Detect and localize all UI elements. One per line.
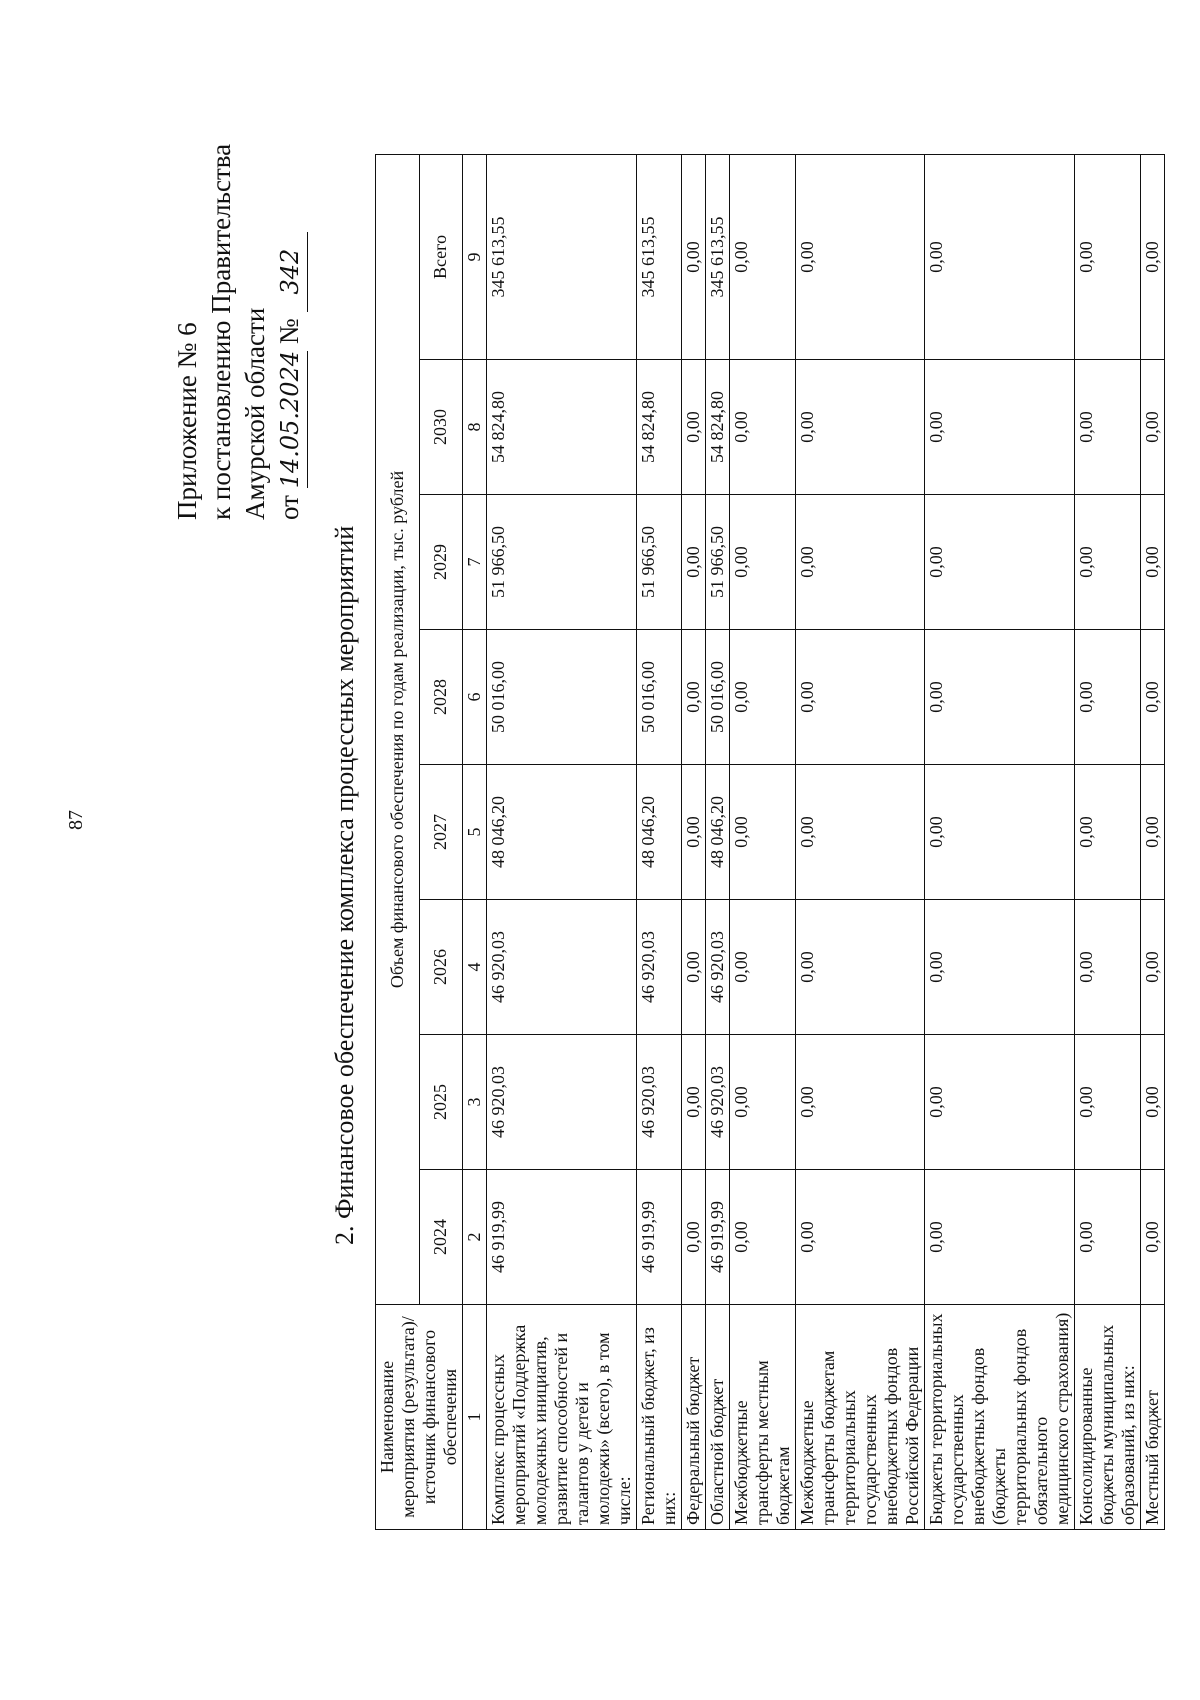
row-value: 54 824,80 [706,360,730,495]
column-index: 7 [463,495,487,630]
row-value: 0,00 [730,154,796,359]
row-value: 0,00 [1141,1170,1165,1305]
header-row-1 [376,154,420,1529]
row-value: 0,00 [796,154,925,359]
section-heading: 2. Финансовое обеспечение комплекса процессных мероприятий [330,525,359,1245]
row-value: 0,00 [925,630,1075,765]
row-value: 46 920,03 [706,900,730,1035]
row-value: 0,00 [730,1170,796,1305]
row-value: 0,00 [682,1170,706,1305]
row-value: 0,00 [1075,630,1141,765]
row-value: 48 046,20 [637,765,682,900]
row-value: 0,00 [1075,900,1141,1035]
table-row [682,154,706,1529]
row-value: 51 966,50 [706,495,730,630]
year-header: 2025 [419,1035,463,1170]
row-value: 46 920,03 [487,1035,637,1170]
row-value: 50 016,00 [706,630,730,765]
row-value: 345 613,55 [637,154,682,359]
row-value: 0,00 [682,360,706,495]
row-name: Консолидированные бюджеты муниципальных образований, из них: [1075,1305,1141,1530]
row-value: 0,00 [1141,495,1165,630]
column-index: 5 [463,765,487,900]
year-header: 2029 [419,495,463,630]
row-value: 46 919,99 [487,1170,637,1305]
column-index: 4 [463,900,487,1035]
row-value: 0,00 [925,360,1075,495]
year-header: 2030 [419,360,463,495]
row-value: 0,00 [1075,495,1141,630]
table-row [487,154,637,1529]
row-value: 0,00 [730,765,796,900]
row-value: 0,00 [730,495,796,630]
table-row [637,154,682,1529]
row-value: 48 046,20 [706,765,730,900]
column-index: 1 [463,1305,487,1530]
appendix-block [170,144,308,520]
header-name: Наименование мероприятия (результата)/источник финансового обеспечения [376,1305,463,1530]
date-prefix: от [274,495,304,520]
row-value: 51 966,50 [487,495,637,630]
row-value: 0,00 [925,495,1075,630]
row-name: Региональный бюджет, из них: [637,1305,682,1530]
column-index: 2 [463,1170,487,1305]
page-number: 87 [65,810,87,830]
year-header: 2026 [419,900,463,1035]
appendix-region: Амурской области [240,307,270,520]
row-value: 0,00 [796,630,925,765]
row-value: 0,00 [682,495,706,630]
column-index: 9 [463,154,487,359]
table-row [796,154,925,1529]
row-value: 0,00 [682,154,706,359]
row-value: 0,00 [1075,154,1141,359]
column-index: 3 [463,1035,487,1170]
row-name: Областной бюджет [706,1305,730,1530]
row-value: 0,00 [796,765,925,900]
row-name: Межбюджетные трансферты бюджетам территориальных государственных внебюджетных фондов Российской Федерации [796,1305,925,1530]
row-value: 54 824,80 [637,360,682,495]
row-value: 46 920,03 [706,1035,730,1170]
row-name: Местный бюджет [1141,1305,1165,1530]
row-value: 0,00 [925,1170,1075,1305]
row-value: 0,00 [925,900,1075,1035]
row-value: 0,00 [796,495,925,630]
row-value: 0,00 [1141,900,1165,1035]
table-row [1141,154,1165,1529]
row-value: 0,00 [730,1035,796,1170]
table-row [1075,154,1141,1529]
row-value: 0,00 [730,900,796,1035]
row-value: 0,00 [682,630,706,765]
row-value: 51 966,50 [637,495,682,630]
year-header: 2028 [419,630,463,765]
row-name: Федеральный бюджет [682,1305,706,1530]
row-value: 46 920,03 [637,1035,682,1170]
column-index: 8 [463,360,487,495]
row-value: 0,00 [1075,765,1141,900]
row-value: 0,00 [682,1035,706,1170]
row-value: 345 613,55 [487,154,637,359]
year-header: 2027 [419,765,463,900]
row-value: 0,00 [682,765,706,900]
row-value: 0,00 [796,1170,925,1305]
row-value: 345 613,55 [706,154,730,359]
financing-table [375,154,1165,1530]
row-name: Бюджеты территориальных государственных внебюджетных фондов (бюджеты территориальных фондов обязательного медицинского страхования) [925,1305,1075,1530]
table-row [925,154,1075,1529]
row-name: Комплекс процессных мероприятий «Поддержка молодежных инициатив, развитие способностей и талантов у детей и молодежи» (всего), в том числе: [487,1305,637,1530]
row-value: 46 919,99 [637,1170,682,1305]
appendix-title: Приложение № 6 [172,322,202,520]
number-prefix: № [274,318,304,345]
row-value: 46 920,03 [637,900,682,1035]
row-value: 54 824,80 [487,360,637,495]
row-value: 0,00 [1075,360,1141,495]
table-row [706,154,730,1529]
row-value: 0,00 [1141,360,1165,495]
row-value: 0,00 [796,900,925,1035]
row-value: 46 920,03 [487,900,637,1035]
table-body [463,154,1165,1529]
row-value: 0,00 [925,154,1075,359]
appendix-resolution: к постановлению Правительства [206,143,236,520]
handwritten-date: 14.05.2024 [273,351,308,488]
index-row [463,154,487,1529]
row-value: 0,00 [730,630,796,765]
row-value: 0,00 [682,900,706,1035]
row-value: 0,00 [925,765,1075,900]
row-value: 0,00 [796,1035,925,1170]
row-value: 0,00 [1141,154,1165,359]
handwritten-number: 342 [273,232,308,312]
row-name: Межбюджетные трансферты местным бюджетам [730,1305,796,1530]
year-header: Всего [419,154,463,359]
column-index: 6 [463,630,487,765]
row-value: 0,00 [1141,765,1165,900]
header-volume: Объем финансового обеспечения по годам реализации, тыс. рублей [376,154,420,1304]
appendix-date-line [272,144,308,520]
row-value: 0,00 [730,360,796,495]
row-value: 0,00 [1141,630,1165,765]
row-value: 0,00 [1075,1170,1141,1305]
row-value: 0,00 [1141,1035,1165,1170]
row-value: 48 046,20 [487,765,637,900]
row-value: 46 919,99 [706,1170,730,1305]
row-value: 50 016,00 [637,630,682,765]
row-value: 0,00 [1075,1035,1141,1170]
table-row [730,154,796,1529]
row-value: 0,00 [925,1035,1075,1170]
row-value: 0,00 [796,360,925,495]
year-header: 2024 [419,1170,463,1305]
row-value: 50 016,00 [487,630,637,765]
